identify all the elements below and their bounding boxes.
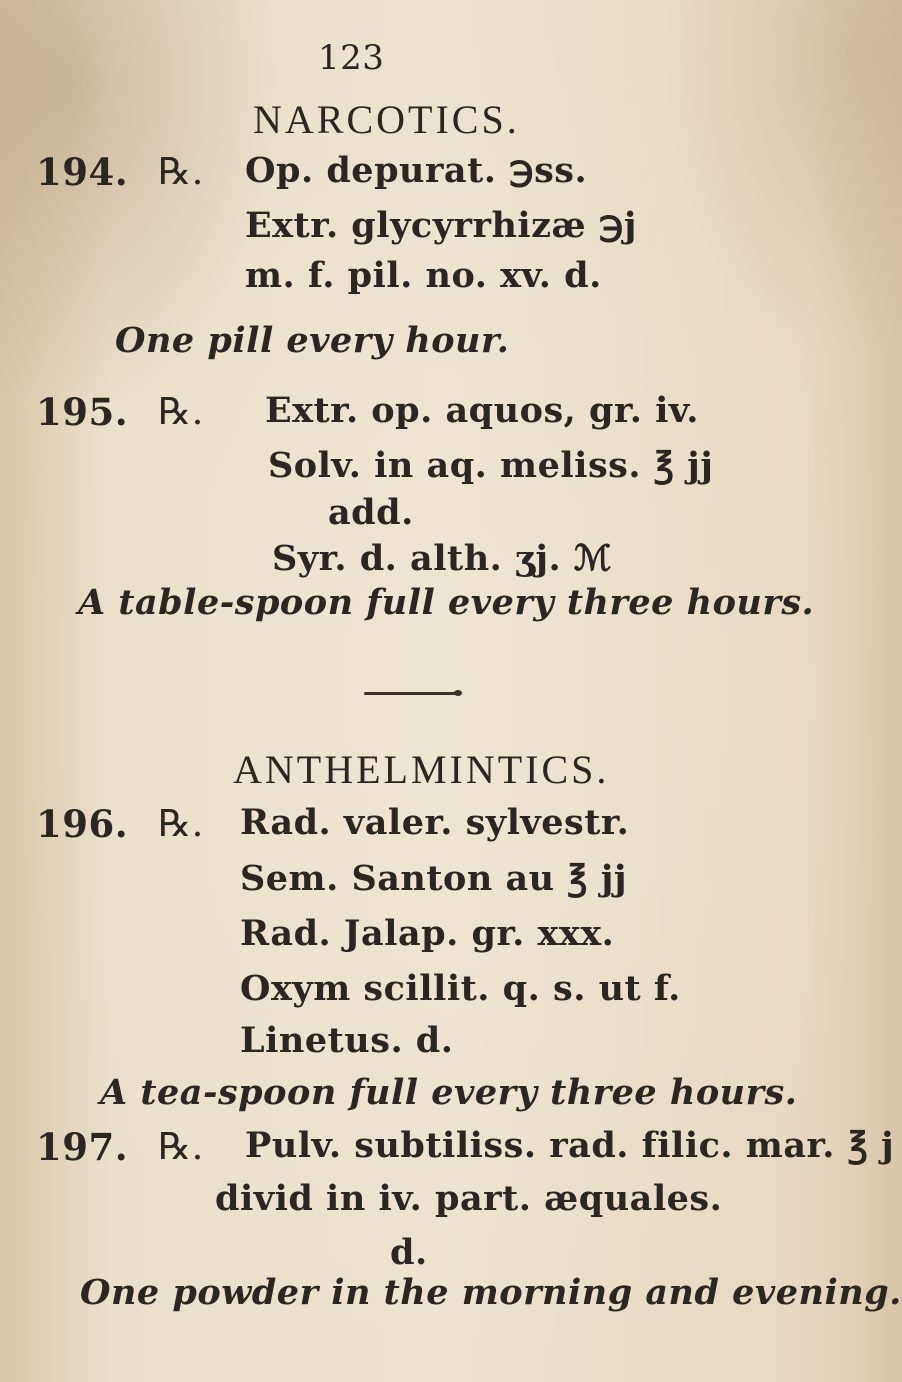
recipe-symbol: ℞. [158,1125,204,1168]
ingredient-line: Rad. Jalap. gr. xxx. [240,913,615,954]
section-heading-narcotics: NARCOTICS. [253,97,520,142]
ingredient-line: divid in iv. part. æquales. [215,1178,723,1219]
ingredient-line: Pulv. subtiliss. rad. filic. mar. ℥ j [245,1125,895,1166]
recipe-symbol: ℞. [158,390,204,433]
prescription-number: 196. [36,802,129,846]
prescription-number: 195. [36,390,129,434]
dosage-directions: One pill every hour. [115,320,510,361]
ingredient-line: d. [390,1232,428,1273]
section-heading-anthelmintics: ANTHELMINTICS. [233,747,610,792]
ingredient-line: Syr. d. alth. ʒj. ℳ [272,538,612,579]
ingredient-line: Extr. glycyrrhizæ ℈j [245,205,637,246]
section-divider [364,692,456,695]
ingredient-line: Sem. Santon au ℥ jj [240,858,628,899]
recipe-symbol: ℞. [158,802,204,845]
prescription-number: 197. [36,1125,129,1169]
ingredient-line: Linetus. d. [240,1020,454,1061]
ingredient-line: Extr. op. aquos, gr. iv. [265,390,699,431]
dosage-directions: One powder in the morning and evening. [80,1272,902,1313]
ingredient-line: m. f. pil. no. xv. d. [245,255,602,296]
ingredient-line: Solv. in aq. meliss. ℥ jj [268,445,714,486]
ingredient-line: add. [328,492,414,533]
ingredient-line: Oxym scillit. q. s. ut f. [240,968,681,1009]
page-number: 123 [318,38,385,78]
ingredient-line: Rad. valer. sylvestr. [240,802,630,843]
prescription-number: 194. [36,150,129,194]
dosage-directions: A tea-spoon full every three hours. [100,1072,798,1113]
dosage-directions: A table-spoon full every three hours. [78,582,815,623]
ingredient-line: Op. depurat. ℈ss. [245,150,588,191]
recipe-symbol: ℞. [158,150,204,193]
